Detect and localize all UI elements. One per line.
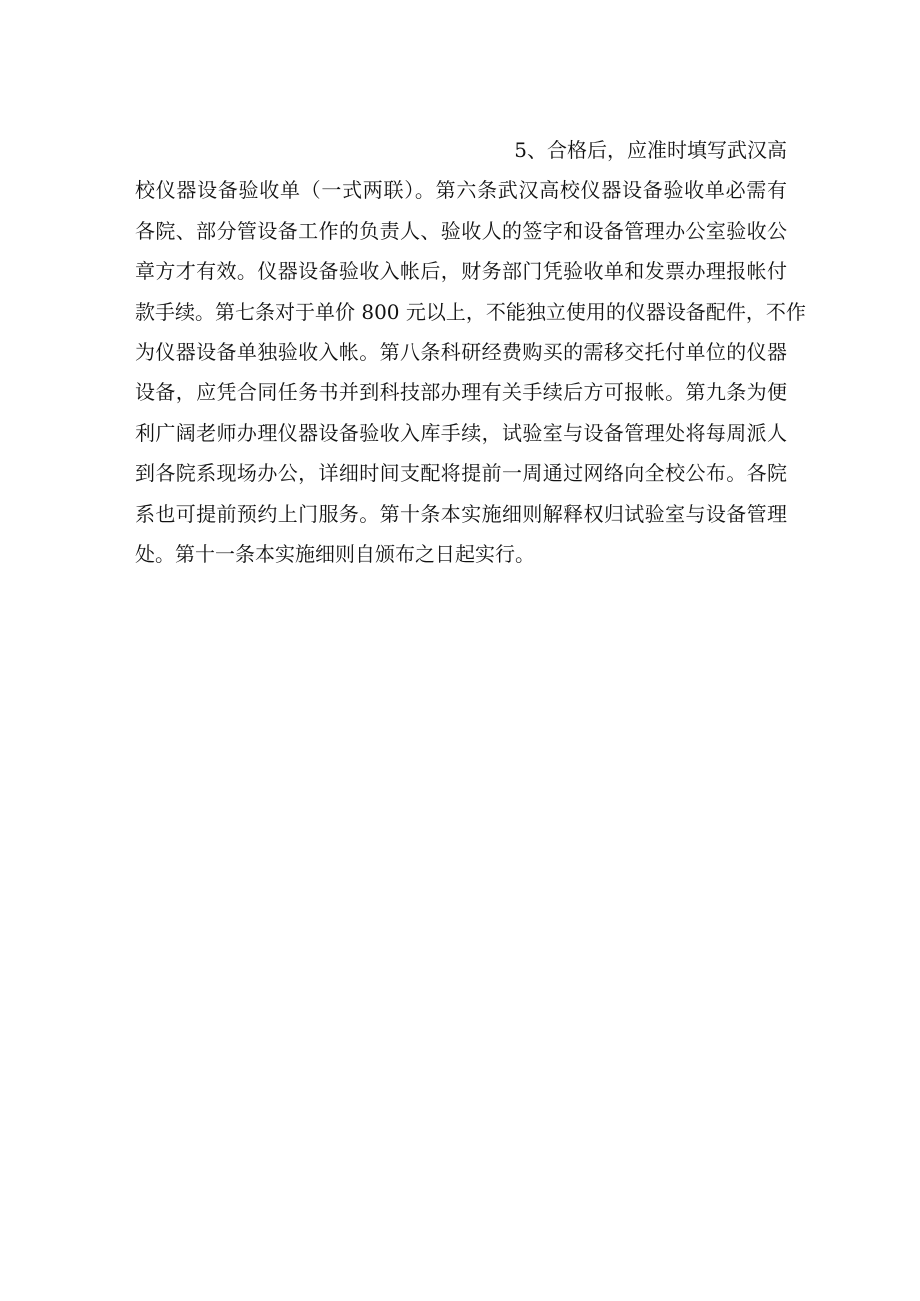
text-line: 到各院系现场办公，详细时间支配将提前一周通过网络向全校公布。各院 [135, 461, 787, 486]
text-line: 各院、部分管设备工作的负责人、验收人的签字和设备管理办公室验收公 [135, 218, 787, 243]
text-line: 处。第十一条本实施细则自颁布之日起实行。 [135, 541, 535, 566]
text-line: 系也可提前预约上门服务。第十条本实施细则解释权归试验室与设备管理 [135, 501, 787, 526]
text-line: 为仪器设备单独验收入帐。第八条科研经费购买的需移交托付单位的仪器 [135, 339, 787, 364]
text-line: 5、合格后，应准时填写武汉高 [514, 138, 787, 162]
text-line: 校仪器设备验收单（一式两联）。第六条武汉高校仪器设备验收单必需有 [135, 178, 787, 203]
text-line: 设备，应凭合同任务书并到科技部办理有关手续后方可报帐。第九条为便 [135, 380, 787, 405]
body-text [135, 138, 806, 584]
text-line: 章方才有效。仪器设备验收入帐后，财务部门凭验收单和发票办理报帐付 [135, 259, 787, 284]
text-line: 利广阔老师办理仪器设备验收入库手续，试验室与设备管理处将每周派人 [135, 420, 787, 445]
text-line: 款手续。第七条对于单价 800 元以上，不能独立使用的仪器设备配件，不作 [135, 299, 806, 324]
